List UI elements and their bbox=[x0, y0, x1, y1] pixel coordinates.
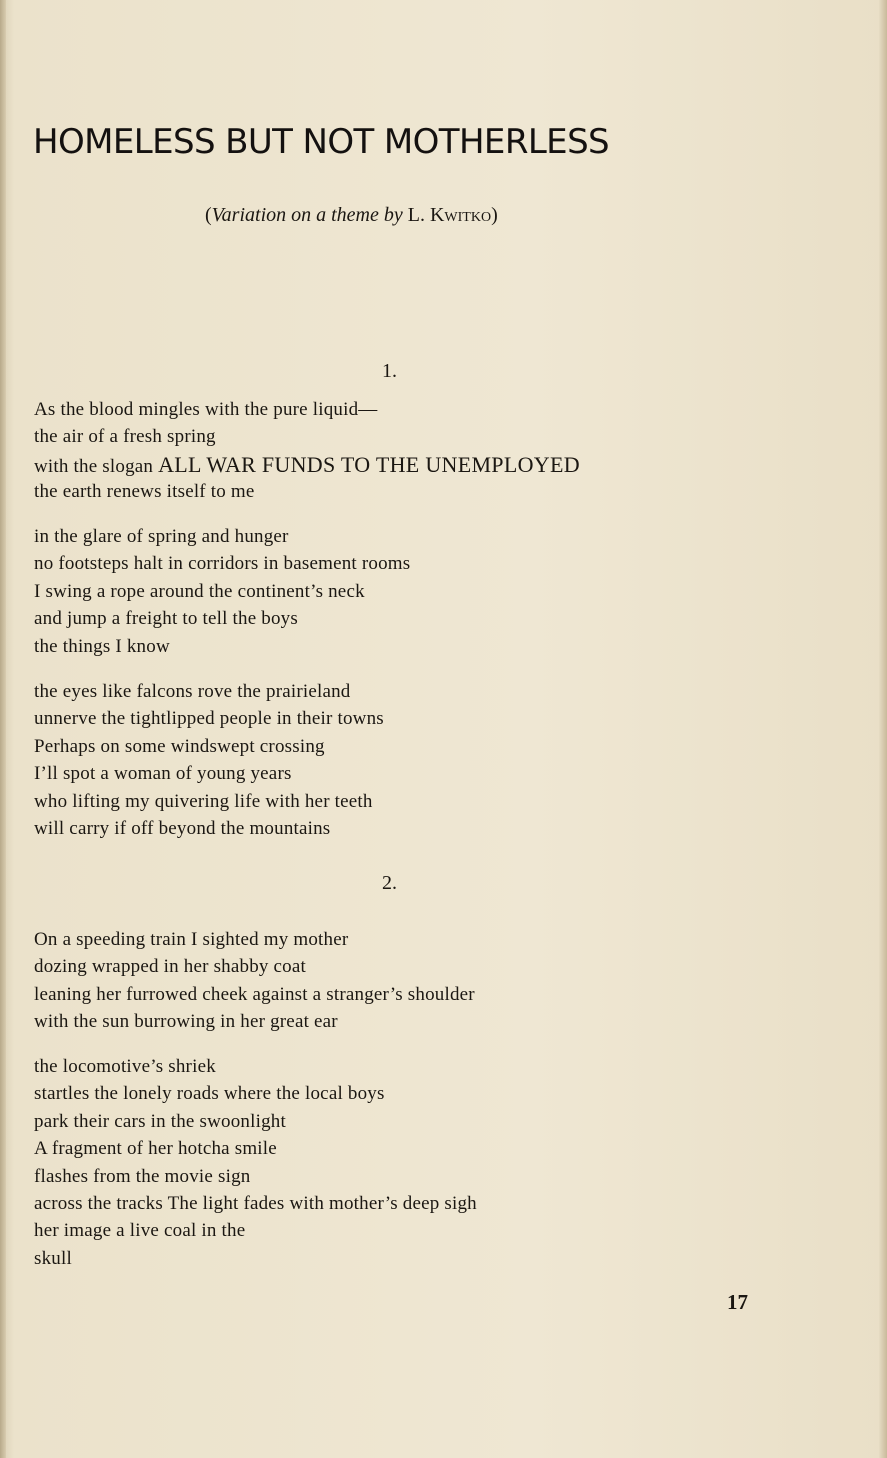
section-2-stanza-2 bbox=[34, 1053, 794, 1272]
poem-line: the eyes like falcons rove the prairieland bbox=[34, 681, 351, 702]
poem-line: who lifting my quivering life with her teeth bbox=[34, 790, 373, 812]
slogan-intro: with the slogan bbox=[34, 455, 154, 477]
page-number: 17 bbox=[727, 1290, 748, 1314]
slogan-text: ALL WAR FUNDS TO THE UNEMPLOYED bbox=[158, 451, 580, 477]
poem-line: On a speeding train I sighted my mother bbox=[34, 929, 349, 950]
poem-line: dozing wrapped in her shabby coat bbox=[34, 956, 306, 978]
poem-line: and jump a freight to tell the boys bbox=[34, 608, 298, 630]
poem-line: As the blood mingles with the pure liquid— bbox=[34, 399, 378, 420]
poem-line: the things I know bbox=[34, 635, 170, 657]
subtitle-variation-text: Variation on a theme by bbox=[211, 204, 403, 226]
poem-line: across the tracks The light fades with mother’s deep sigh bbox=[34, 1192, 477, 1214]
section-1-stanza-1 bbox=[34, 396, 794, 506]
poem-line: the air of a fresh spring bbox=[34, 426, 216, 448]
subtitle-author: L. Kwitko bbox=[407, 204, 492, 226]
poem-line: skull bbox=[34, 1247, 72, 1269]
poem-line: with the sun burrowing in her great ear bbox=[34, 1011, 338, 1033]
section-1-stanza-3 bbox=[34, 678, 794, 842]
subtitle-open-paren: ( bbox=[205, 204, 212, 226]
poem-line: flashes from the movie sign bbox=[34, 1165, 251, 1187]
poem-line: I’ll spot a woman of young years bbox=[34, 763, 292, 785]
poem-line: leaning her furrowed cheek against a stranger’s shoulder bbox=[34, 983, 475, 1005]
poem-line: I swing a rope around the continent’s neck bbox=[34, 580, 365, 602]
poem-line: in the glare of spring and hunger bbox=[34, 526, 289, 547]
page-left-edge bbox=[0, 0, 6, 1458]
poem-line: will carry if off beyond the mountains bbox=[34, 817, 331, 839]
section-number-1: 1. bbox=[382, 360, 397, 382]
poem-line: unnerve the tightlipped people in their towns bbox=[34, 708, 384, 730]
poem-line: A fragment of her hotcha smile bbox=[34, 1138, 277, 1160]
poem-line: no footsteps halt in corridors in basement rooms bbox=[34, 553, 411, 575]
section-number-2: 2. bbox=[382, 872, 397, 894]
section-1-stanza-2 bbox=[34, 523, 794, 660]
section-2-stanza-1 bbox=[34, 926, 794, 1036]
poem-line: her image a live coal in the bbox=[34, 1220, 246, 1242]
poem-line bbox=[34, 451, 794, 478]
poem-line: startles the lonely roads where the local boys bbox=[34, 1083, 385, 1105]
poem-line: park their cars in the swoonlight bbox=[34, 1110, 286, 1132]
subtitle-close-paren: ) bbox=[491, 204, 498, 226]
page-right-edge bbox=[879, 0, 887, 1458]
poem-title: HOMELESS BUT NOT MOTHERLESS bbox=[33, 122, 610, 162]
poem-line: Perhaps on some windswept crossing bbox=[34, 735, 325, 757]
poem-subtitle bbox=[205, 204, 498, 227]
poem-line: the locomotive’s shriek bbox=[34, 1056, 216, 1077]
poem-line: the earth renews itself to me bbox=[34, 481, 255, 503]
